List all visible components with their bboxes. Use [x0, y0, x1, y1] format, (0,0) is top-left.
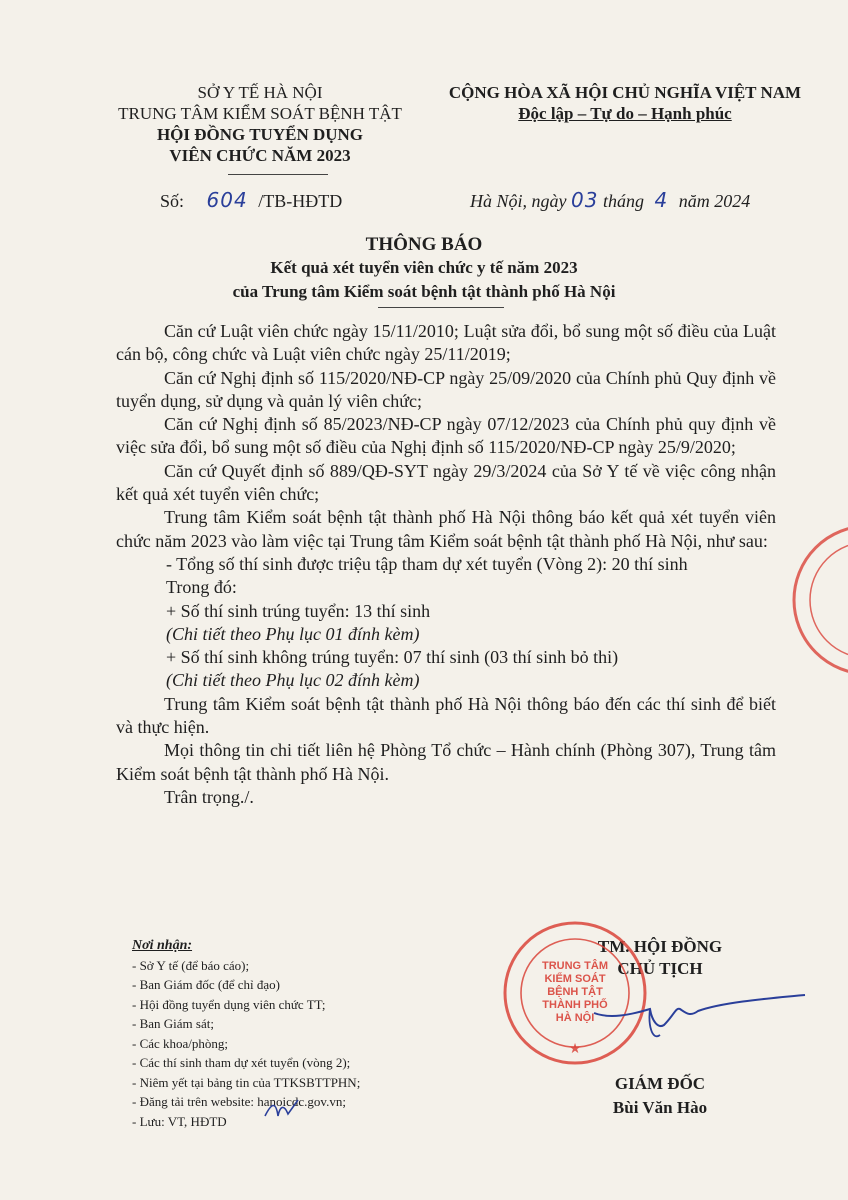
paragraph-announcement: Trung tâm Kiểm soát bệnh tật thành phố Hà Nội thông báo kết quả xét tuyển viên chức năm 2023 vào làm việc tại Trung tâm Kiểm soát bệnh tật thành phố Hà Nội, như sau:: [116, 507, 776, 551]
paragraph-legal-4: Căn cứ Quyết định số 889/QĐ-SYT ngày 29/3/2024 của Sở Y tế về việc công nhận kết quả xét tuyển viên chức;: [116, 460, 776, 505]
date-year: năm 2024: [678, 191, 751, 211]
recipient-item: - Ban Giám đốc (để chỉ đạo): [132, 977, 281, 992]
page-edge-stamp: [790, 520, 848, 680]
stamp-line: KIỂM SOÁT: [544, 973, 606, 985]
recipient-item: - Các khoa/phòng;: [132, 1035, 229, 1051]
closing-line: Trân trọng./.: [164, 786, 254, 807]
issuer-line-2: TRUNG TÂM KIỂM SOÁT BỆNH TẬT: [118, 104, 402, 123]
total-candidates-line: - Tổng số thí sinh được triệu tập tham dự xét tuyển (Vòng 2): 20 thí sinh: [166, 553, 688, 574]
appendix-01-note: (Chi tiết theo Phụ lục 01 đính kèm): [166, 623, 420, 644]
issuer-line-1: SỞ Y TẾ HÀ NỘI: [197, 83, 323, 102]
recipients-block: [132, 936, 360, 1131]
number-suffix: /TB-HĐTD: [258, 191, 343, 211]
recipient-item: - Lưu: VT, HĐTD: [132, 1113, 227, 1129]
recipients-title: Nơi nhận:: [132, 938, 193, 953]
paragraph-legal-2: Căn cứ Nghị định số 115/2020/NĐ-CP ngày 25/09/2020 của Chính phủ Quy định về tuyển dụng, sử dụng và quản lý viên chức;: [116, 367, 776, 411]
signer-role: GIÁM ĐỐC: [614, 1074, 706, 1093]
document-date: [470, 188, 750, 212]
date-month: 4: [654, 188, 669, 212]
document-subtitle-2: của Trung tâm Kiểm soát bệnh tật thành phố Hà Nội: [232, 282, 616, 301]
recipient-item: - Hội đồng tuyển dụng viên chức TT;: [132, 996, 326, 1012]
paragraph-contact: Mọi thông tin chi tiết liên hệ Phòng Tổ chức – Hành chính (Phòng 307), Trung tâm Kiểm soát bệnh tật thành phố Hà Nội.: [116, 740, 776, 784]
document-subtitle-1: Kết quả xét tuyển viên chức y tế năm 2023: [270, 258, 578, 277]
signature-line-2: CHỦ TỊCH: [617, 959, 703, 978]
stamp-line: TRUNG TÂM: [542, 960, 608, 972]
national-motto: Độc lập – Tự do – Hạnh phúc: [518, 104, 732, 123]
handwritten-initials: [262, 1098, 302, 1124]
issuer-line-3: HỘI ĐỒNG TUYỂN DỤNG: [156, 125, 364, 144]
issuer-underline: [228, 174, 328, 175]
paragraph-legal-3: Căn cứ Nghị định số 85/2023/NĐ-CP ngày 07/12/2023 của Chính phủ quy định về việc sửa đổi, bổ sung một số điều của Nghị định số 115/2020/NĐ-CP ngày 25/9/2020;: [116, 414, 776, 458]
number-label: Số:: [160, 191, 185, 211]
stamp-line: BỆNH TẬT: [547, 986, 603, 998]
stamp-line: HÀ NỘI: [555, 1012, 595, 1024]
failed-candidates-line: + Số thí sinh không trúng tuyển: 07 thí sinh (03 thí sinh bỏ thi): [166, 647, 619, 668]
title-underline: [378, 307, 504, 308]
appendix-02-note: (Chi tiết theo Phụ lục 02 đính kèm): [166, 670, 420, 691]
number-handwritten: 604: [206, 188, 248, 212]
document-number: [160, 188, 342, 212]
document-title: THÔNG BÁO: [365, 234, 483, 255]
recipient-item: - Các thí sinh tham dự xét tuyển (vòng 2);: [132, 1055, 351, 1070]
signature-line-1: TM. HỘI ĐỒNG: [597, 937, 723, 956]
signer-name: Bùi Văn Hào: [612, 1098, 708, 1117]
signer-block: [540, 1072, 780, 1120]
recipient-item: - Niêm yết tại bảng tin của TTKSBTTPHN;: [132, 1074, 361, 1090]
recipient-item: - Ban Giám sát;: [132, 1016, 214, 1031]
svg-text:★: ★: [568, 1041, 582, 1057]
paragraph-notice: Trung tâm Kiểm soát bệnh tật thành phố Hà Nội thông báo đến các thí sinh để biết và thực hiện.: [116, 693, 776, 738]
recipient-item: - Sở Y tế (để báo cáo);: [132, 957, 250, 973]
handwritten-signature: [590, 985, 810, 1045]
issuer-block: [80, 82, 440, 166]
date-month-label: tháng: [602, 191, 644, 211]
issuer-line-4: VIÊN CHỨC NĂM 2023: [169, 146, 351, 165]
document-body: [116, 320, 776, 809]
date-place: Hà Nội, ngày: [470, 191, 567, 211]
date-day: 03: [571, 188, 599, 212]
national-header: [430, 82, 820, 124]
passed-candidates-line: + Số thí sinh trúng tuyển: 13 thí sinh: [166, 600, 431, 621]
breakdown-label: Trong đó:: [166, 577, 237, 598]
national-title: CỘNG HÒA XÃ HỘI CHỦ NGHĨA VIỆT NAM: [448, 83, 802, 102]
stamp-line: THÀNH PHỐ: [542, 999, 608, 1011]
paragraph-legal-1: Căn cứ Luật viên chức ngày 15/11/2010; Luật sửa đổi, bổ sung một số điều của Luật cán bộ, công chức và Luật viên chức ngày 25/11/2019;: [116, 321, 776, 365]
recipient-item: - Đăng tải trên website: hanoicdc.gov.vn;: [132, 1094, 346, 1109]
